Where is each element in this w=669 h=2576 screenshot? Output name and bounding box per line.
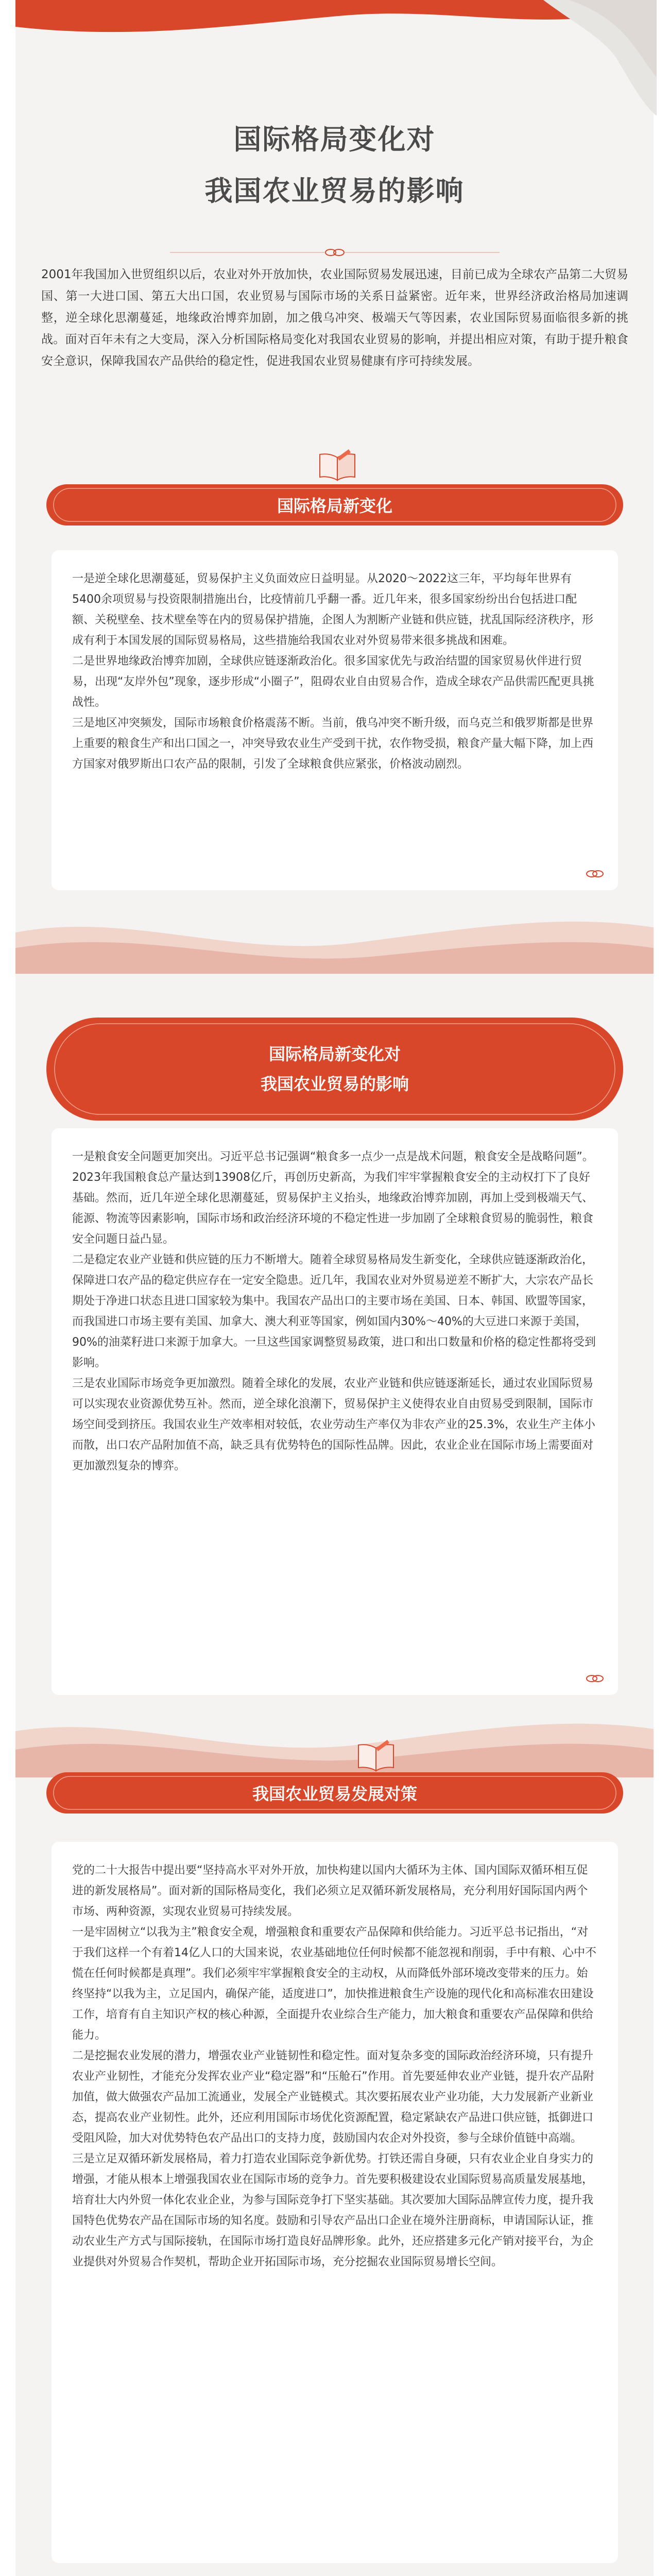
intro-paragraph: 2001年我国加入世贸组织以后，农业对外开放加快，农业国际贸易发展迅速，目前已成为全球农产品第二大贸易国、第一大进口国、第五大出口国，农业贸易与国际市场的关系日益紧密。近年来，世界经济政治格局加速调整，逆全球化思潮蔓延，地缘政治博弈加剧，加之俄乌冲突、极端天气等因素，农业国际贸易面临很多新的挑战。面对百年未有之大变局，深入分析国际格局变化对我国农业贸易的影响，并提出相应对策，有助于提升粮食安全意识，保障我国农产品供给的稳定性，促进我国农业贸易健康有序可持续发展。 (41, 268, 628, 368)
section3-paragraph-4: 三是立足双循环新发展格局，着力打造农业国际竞争新优势。打铁还需自身硬，只有农业企业自身实力的增强，才能从根本上增强我国农业在国际市场的竞争力。首先要积极建设农业国际贸易高质量发展基地，培育壮大内外贸一体化农业企业，为参与国际竞争打下坚实基础。其次要加大国际品牌宣传力度，提升我国特色优势农产品在国际市场的知名度。鼓励和引导农产品出口企业在境外注册商标，申请国际认证，推动农业生产方式与国际接轨，在国际市场打造良好品牌形象。此外，还应搭建多元化产销对接平台，为企业提供对外贸易合作契机，帮助企业开拓国际市场，充分挖掘农业国际贸易增长空间。 (72, 2153, 594, 2268)
card-corner-mark (585, 1674, 605, 1683)
section2-card (52, 1128, 618, 1695)
section3-paragraph-2: 一是牢固树立“以我为主”粮食安全观，增强粮食和重要农产品保障和供给能力。习近平总书记指出，“对于我们这样一个有着14亿人口的大国来说，农业基础地位任何时候都不能忽视和削弱，手中有粮、心中不慌在任何时候都是真理”。我们必须牢牢掌握粮食安全的主动权，从而降低外部环境改变带来的压力。始终坚持“以我为主，立足国内，确保产能，适度进口”，加快推进粮食生产设施的现代化和高标准农田建设工作，培育有自主知识产权的核心种源，全面提升农业综合生产能力，加大粮食和重要农产品保障和供给能力。 (72, 1926, 596, 2042)
section2-body (72, 1147, 597, 1477)
article-board (15, 0, 654, 2576)
section1-banner (46, 484, 623, 526)
section2-heading-line1: 国际格局新变化对 (268, 1044, 401, 1064)
section2-heading-line2: 我国农业贸易的影响 (260, 1074, 409, 1094)
section2-paragraph-2: 二是稳定农业产业链和供应链的压力不断增大。随着全球贸易格局发生新变化，全球供应链逐渐政治化，保障进口农产品的稳定供应存在一定安全隐患。近几年，我国农业对外贸易逆差不断扩大，大宗农产品长期处于净进口状态且进口国家较为集中。我国农产品出口的主要市场在美国、日本、韩国、欧盟等国家，而我国进口市场主要有美国、加拿大、澳大利亚等国家，例如国内30%～40%的大豆进口来源于美国，90%的油菜籽进口来源于加拿大。一旦这些国家调整贸易政策，进口和出口数量和价格的稳定性都将受到影响。 (72, 1253, 596, 1369)
section3-banner (46, 1772, 623, 1814)
section2-paragraph-1: 一是粮食安全问题更加突出。习近平总书记强调“粮食多一点少一点是战术问题，粮食安全是战略问题”。2023年我国粮食总产量达到13908亿斤，再创历史新高，为我们牢牢掌握粮食安全的主动权打下了良好基础。然而，近几年逆全球化思潮蔓延，贸易保护主义抬头，地缘政治博弈加剧，再加上受到极端天气、能源、物流等因素影响，国际市场和政治经济环境的不稳定性进一步加剧了全球粮食贸易的脆弱性，粮食安全问题日益凸显。 (72, 1150, 594, 1246)
corner-decoration (538, 0, 657, 118)
section1-card (52, 550, 618, 890)
book-icon (355, 1739, 397, 1775)
page-title-line2: 我国农业贸易的影响 (204, 175, 465, 207)
section2-wave-decoration (15, 1710, 654, 1777)
section1-paragraph-1: 一是逆全球化思潮蔓延，贸易保护主义负面效应日益明显。从2020～2022这三年，平均每年世界有5400余项贸易与投资限制措施出台，比疫情前几乎翻一番。近几年来，很多国家纷纷出台包括进口配额、关税壁垒、技术壁垒等在内的贸易保护措施，企图人为割断产业链和供应链，扰乱国际经济秩序，形成有利于本国发展的国际贸易格局，这些措施给我国农业对外贸易带来很多挑战和困难。 (72, 572, 594, 647)
section3-paragraph-1: 党的二十大报告中提出要“坚持高水平对外开放，加快构建以国内大循环为主体、国内国际双循环相互促进的新发展格局”。面对新的国际格局变化，我们必须立足双循环新发展格局，充分利用好国际国内两个市场、两种资源，实现农业贸易可持续发展。 (72, 1864, 588, 1918)
section3-card (52, 1842, 618, 2563)
section3-heading: 我国农业贸易发展对策 (252, 1784, 417, 1804)
section3-body (72, 1860, 597, 2273)
ornament-divider (170, 247, 500, 258)
book-icon (317, 448, 358, 484)
section1-paragraph-2: 二是世界地缘政治博弈加剧，全球供应链逐渐政治化。很多国家优先与政治结盟的国家贸易伙伴进行贸易，出现“友岸外包”现象，逐步形成“小圈子”，阻碍农业自由贸易合作，造成全球农产品供需匹配更具挑战性。 (72, 655, 594, 709)
section1-paragraph-3: 三是地区冲突频发，国际市场粮食价格震荡不断。当前，俄乌冲突不断升级，而乌克兰和俄罗斯都是世界上重要的粮食生产和出口国之一，冲突导致农业生产受到干扰，农作物受损，粮食产量大幅下降，加上西方国家对俄罗斯出口农产品的限制，引发了全球粮食供应紧张，价格波动剧烈。 (72, 717, 594, 771)
section2-paragraph-3: 三是农业国际市场竞争更加激烈。随着全球化的发展，农业产业链和供应链逐渐延长，通过农业国际贸易可以实现农业资源优势互补。然而，逆全球化浪潮下，贸易保护主义使得农业自由贸易受到限制，国际市场空间受到挤压。我国农业生产效率相对较低，农业劳动生产率仅为非农产业的25.3%，农业生产主体小而散，出口农产品附加值不高，缺乏具有优势特色的国际性品牌。因此，农业企业在国际市场上需要面对更加激烈复杂的博弈。 (72, 1377, 595, 1472)
section1-body (72, 569, 597, 775)
section1-wave-decoration (15, 907, 654, 974)
card-corner-mark (585, 870, 605, 878)
page-title-line1: 国际格局变化对 (233, 123, 436, 156)
section1-heading: 国际格局新变化 (277, 496, 392, 516)
section2-heading (46, 1018, 623, 1121)
section2-banner (46, 1018, 623, 1121)
section3-paragraph-3: 二是挖掘农业发展的潜力，增强农业产业链韧性和稳定性。面对复杂多变的国际政治经济环境，只有提升农业产业韧性，才能充分发挥农业产业“稳定器”和“压舱石”作用。首先要延伸农业产业链，提升农产品附加值，做大做强农产品加工流通业，发展全产业链模式。其次要拓展农业产业功能，大力发展新产业新业态，提高农业产业韧性。此外，还应利用国际市场优化资源配置，稳定紧缺农产品进口供应链，抵御进口受阻风险，加大对优势特色农产品出口的支持力度，鼓励国内农企对外投资，参与全球价值链中高端。 (72, 2049, 594, 2145)
